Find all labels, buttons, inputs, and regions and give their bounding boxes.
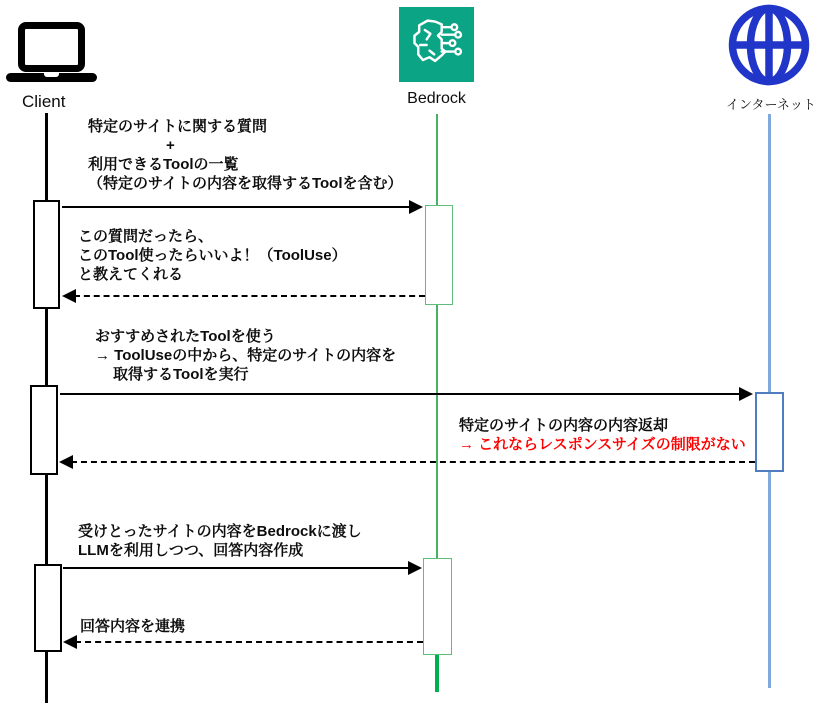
arrow-head-left-icon — [63, 635, 77, 649]
brain-circuit-glyph — [407, 15, 467, 75]
message-line: 利用できるToolの一覧 — [88, 156, 239, 173]
bedrock-activation-2 — [423, 558, 452, 655]
laptop-notch — [44, 73, 59, 77]
bedrock-activation-1 — [425, 205, 453, 305]
message-line: → ToolUseの中から、特定のサイトの内容を — [95, 347, 397, 364]
message-use-recommended-tool — [95, 327, 396, 384]
arrow-head-left-icon — [59, 455, 73, 469]
arrow-client-to-internet-request — [60, 387, 753, 401]
globe-glyph — [726, 2, 812, 88]
message-pass-to-bedrock — [78, 522, 362, 560]
message-request-with-tools — [88, 117, 403, 193]
laptop-screen — [18, 22, 85, 72]
message-line: 取得するToolを実行 — [113, 366, 249, 383]
arrow-client-to-bedrock-request — [62, 200, 423, 214]
arrow-internet-to-client-return — [59, 455, 755, 469]
laptop-base — [6, 73, 97, 82]
brain-circuit-icon — [399, 7, 474, 82]
arrow-shaft — [63, 567, 410, 569]
message-line: と教えてくれる — [78, 266, 184, 283]
message-line: この質問だったら、 — [78, 228, 214, 245]
message-line: 特定のサイトの内容の内容返却 — [459, 417, 668, 434]
bedrock-lifeline-tail — [435, 654, 439, 692]
client-activation-3 — [34, 564, 62, 652]
arrow-shaft — [74, 295, 425, 297]
actor-client-label: Client — [22, 92, 66, 111]
globe-icon — [726, 2, 812, 88]
internet-activation-1 — [755, 392, 784, 472]
arrow-shaft — [71, 461, 755, 463]
client-activation-2 — [30, 385, 58, 475]
arrow-shaft — [75, 641, 423, 643]
arrow-shaft — [60, 393, 741, 395]
client-activation-1 — [33, 200, 60, 309]
laptop-icon — [6, 22, 97, 84]
arrow-client-to-bedrock-answer-request — [63, 561, 422, 575]
actor-internet-label: インターネット — [726, 97, 816, 112]
arrow-bedrock-to-client-tooluse — [62, 289, 425, 303]
message-line: 回答内容を連携 — [80, 618, 186, 635]
arrow-head-left-icon — [62, 289, 76, 303]
message-tooluse-reply — [78, 227, 347, 284]
arrow-bedrock-to-client-answer — [63, 635, 423, 649]
message-line: このTool使ったらいいよ！（ToolUse） — [78, 247, 347, 264]
message-line-highlight: → これならレスポンスサイズの制限がない — [459, 436, 746, 453]
message-line: （特定のサイトの内容を取得するToolを含む） — [88, 175, 403, 192]
message-line: おすすめされたToolを使う — [95, 328, 276, 345]
message-line: + — [166, 137, 175, 154]
message-answer-delivery — [80, 617, 185, 636]
arrow-shaft — [62, 206, 411, 208]
message-line: 受けとったサイトの内容をBedrockに渡し — [78, 523, 362, 540]
arrow-head-right-icon — [409, 200, 423, 214]
message-site-content-return — [459, 416, 746, 454]
message-line: LLMを利用しつつ、回答内容作成 — [78, 542, 304, 559]
message-line: 特定のサイトに関する質問 — [88, 118, 267, 135]
arrow-head-right-icon — [739, 387, 753, 401]
arrow-head-right-icon — [408, 561, 422, 575]
actor-bedrock-label: Bedrock — [407, 90, 466, 107]
